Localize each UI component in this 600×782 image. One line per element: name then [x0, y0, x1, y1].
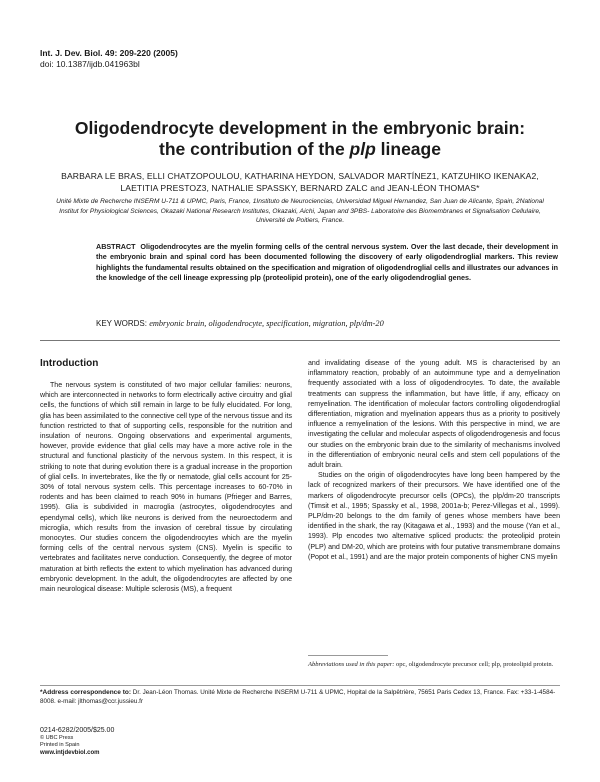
right-column [308, 359, 560, 563]
abstract [96, 242, 558, 284]
left-column [40, 381, 292, 595]
title-line-1: Oligodendrocyte development in the embryonic brain: [74, 118, 526, 138]
keywords-text: embryonic brain, oligodendrocyte, specification, migration, plp/dm-20 [149, 319, 384, 328]
printed-in: Printed in Spain [40, 742, 80, 748]
footnote-divider [308, 655, 388, 656]
page-footer [40, 727, 114, 757]
introduction-heading: Introduction [40, 358, 99, 369]
title-plp: plp [349, 139, 376, 159]
issn: 0214-6282/2005/$25.00 [40, 727, 115, 734]
author-list: BARBARA LE BRAS, ELLI CHATZOPOULOU, KATHARINA HEYDON, SALVADOR MARTÍNEZ1, KATZUHIKO IKENAKA2, LAETITIA PRESTOZ3, NATHALIE SPASSKY, BERNARD ZALC and JEAN-LÉON THOMAS* [61, 171, 539, 193]
section-divider [40, 340, 560, 341]
journal-citation: Int. J. Dev. Biol. 49: 209-220 (2005) [40, 48, 178, 58]
title-line-2: the contribution of the plp lineage [159, 139, 441, 159]
abstract-label: ABSTRACT [96, 242, 136, 251]
correspondence-divider [40, 685, 560, 686]
paragraph: and invalidating disease of the young adult. MS is characterised by an inflammatory reaction, probably of an autoimmune type and a demyelination frequently associated with a loss of oligodendrocytes. To date, the available treatments can suppress the inflammation, but have little, if any, efficacy on remyelination. The identification of molecular factors controlling oligodendroglial differentiation, migration and myelination appears thus as a priority to positively influence a remyelination of the lesions. With this perspective in mind, we are investigating the cellular and molecular aspects of oligodendrogenesis and focus our studies on the embryonic brain due to the similarity of mechanisms involved in the differentiation of embryonic neural cells and stem cell populations of the adult brain. [308, 360, 560, 470]
keywords [96, 318, 558, 329]
paragraph: Studies on the origin of oligodendrocytes have long been hampered by the lack of recognized markers of their precursors. We have identified one of the markers of oligodendrocyte precursor cells (OPCs), the plp/dm-20 transcripts (Timsit et al., 1995; Spassky et al., 1998, 2001a-b; Perez-Villegas et al., 1999). PLP/dm-20 belongs to the dm family of genes whose members have been identified in the shark, the ray (Kitagawa et al., 1993) and the mouse (Yan et al., 1993). Plp encodes two alternative spliced products: the proteolipid protein (PLP) and DM-20, which are proteins with four putative transmembrane domains (Popot et al., 1991) and are the major protein components of higher CNS myelin [308, 472, 560, 561]
abbreviations-note [308, 660, 560, 669]
keywords-label: KEY WORDS: [96, 319, 147, 328]
affiliations: Unité Mixte de Recherche INSERM U-711 & UPMC, Paris, France, 1Instituto de Neurociencias, Universidad Miguel Hernandez, San Juan de Alicante, Spain, 2National Institut for Physiological Sciences, Okazaki National Research Institutes, Okazaki, Aichi, Japan and 3PBS- Laboratoire des Biomembranes et Signalisation Cellulaire, Université de Poitiers, France. [56, 198, 544, 224]
abbreviations-label: Abbreviations used in this paper: [308, 661, 395, 668]
press: © UBC Press [40, 735, 74, 741]
paragraph: The nervous system is constituted of two major cellular families: neurons, which are interconnected in networks to form electrically active circuitry and glial cells, the functions of which still remain in large to be fully elucidated. For long, glia has been assimilated to the connective cell type of the nervous tissue and its function restricted to that of supporting cells, responsible for the nutrition and insulation of neurons. Ongoing observations and experimental arguments, however, provide evidence that glial cells may have a more active role in the structural and functional plasticity of the nervous system. In this respect, it is striking to note that during evolution there is a gradual increase in the proportion of glial cells. In invertebrates, like the fly or nematode, glial cells account for 25-30% of total nervous system cells. This percentage increases to 60-70% in rodents and has been claimed to reach 90% in humans (Pfrieger and Barres, 1995). Glia is subdivided in macroglia (astrocytes, oligodendrocytes and ependymal cells), which like neurons is derived from the neuroectoderm and microglia, which results from the invasion of cerebral tissue by circulating monocytes. Our studies concern the oligodendrocytes which are the myelin forming cells of the central nervous system (CNS). Myelin is specific to vertebrates and facilitates nerve conduction. Consequently, the degree of motor maturation at birth reflects the extent to which myelination has advanced during embryonic development. In the adult, the oligodendrocytes are affected by one main neurological disease: Multiple sclerosis (MS), a frequent [40, 382, 292, 594]
abstract-text: Oligodendrocytes are the myelin forming cells of the central nervous system. Over the last decade, their development in the embryonic brain and spinal cord has been documented following the discovery of early oligodendroglial markers. This review highlights the fundamental results obtained on the specification and migration of oligodendroglial cells and illustrates our advances in the knowledge of the cell lineage expressing plp (proteolipid protein), one of the early oligodendroglial genes. [96, 242, 558, 283]
correspondence-text: Dr. Jean-Léon Thomas. Unité Mixte de Recherche INSERM U-711 & UPMC, Hopital de la Salpêtrière, 75651 Paris Cedex 13, France. Fax: +33-1-4584-8008. e-mail: jlthomas@ccr.jussieu.fr [40, 689, 556, 705]
correspondence-label: *Address correspondence to: [40, 689, 132, 696]
correspondence [40, 689, 560, 706]
journal-header [40, 48, 178, 70]
article-title [40, 118, 560, 160]
journal-url[interactable]: www.intjdevbiol.com [40, 750, 100, 756]
journal-doi: doi: 10.1387/ijdb.041963bl [40, 59, 140, 69]
abbreviations-text: opc, oligodendrocyte precursor cell; plp, proteolipid protein. [396, 661, 554, 668]
